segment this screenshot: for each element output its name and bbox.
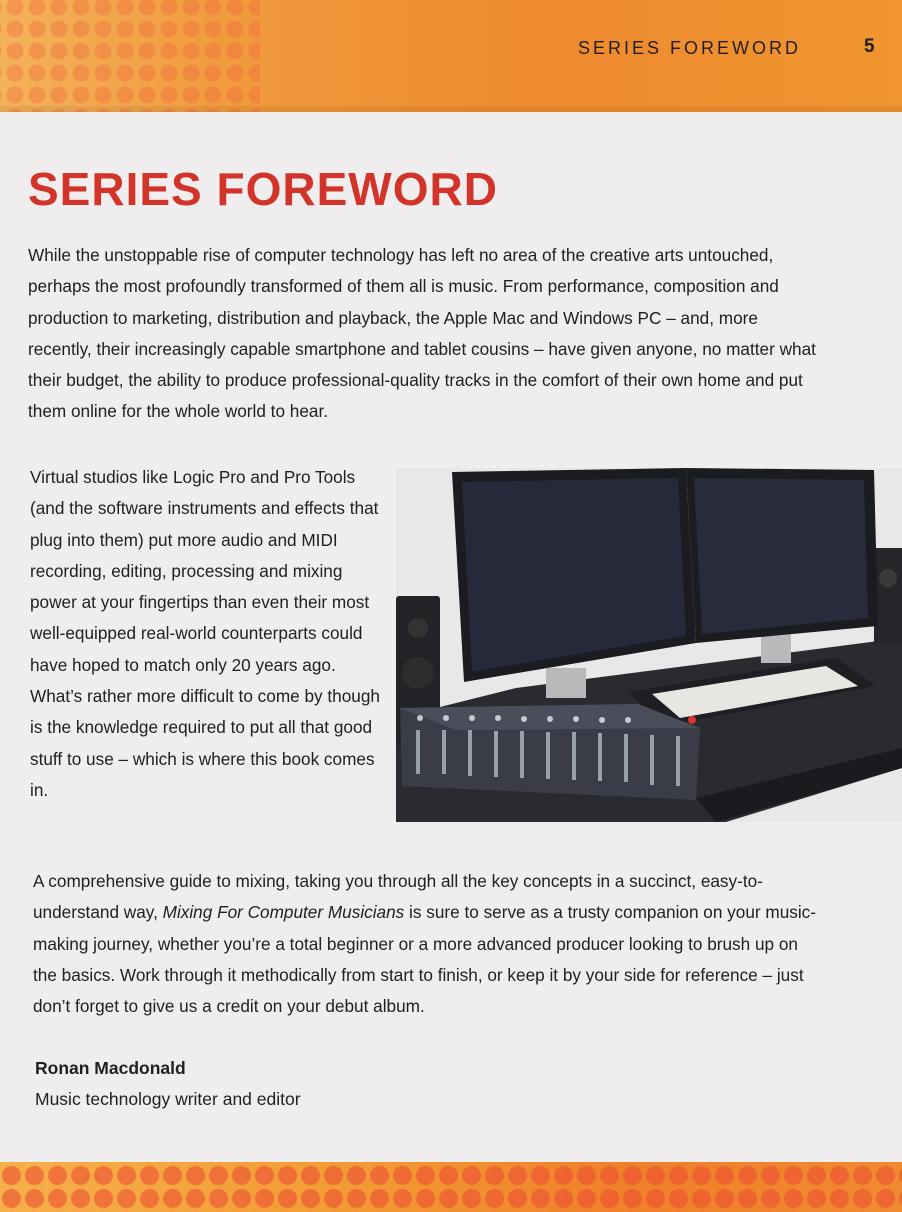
book-title: Mixing For Computer Musicians — [162, 902, 405, 923]
author-name: Ronan Macdonald — [35, 1058, 186, 1078]
page-title: SERIES FOREWORD — [28, 163, 498, 215]
header-band — [0, 0, 902, 112]
author-role: Music technology writer and editor — [35, 1089, 301, 1109]
guide-paragraph — [33, 866, 823, 1022]
guide-text-before: A comprehensive guide to mixing, taking you through all the key concepts in a succinct, easy-to-understand way, — [33, 871, 763, 923]
right-speaker — [874, 548, 902, 643]
running-head: SERIES FOREWORD — [578, 38, 802, 58]
decorative-dot-pattern — [0, 0, 260, 112]
decorative-dot-pattern — [0, 1162, 902, 1212]
footer-band — [0, 1162, 902, 1212]
studio-photo — [396, 468, 902, 822]
guide-text-after: is sure to serve as a trusty companion on your music-making journey, whether you’re a total beginner or a more advanced producer looking to brush up on the basics. Work through it methodically from start to finish, or keep it by your side for reference – just don’t forget to give us a credit on your debut album. — [33, 902, 816, 1017]
page-number: 5 — [864, 36, 875, 57]
intro-paragraph: While the unstoppable rise of computer technology has left no area of the creative arts untouched, perhaps the most profoundly transformed of them all is music. From performance, composition and production to marketing, distribution and playback, the Apple Mac and Windows PC – and, more recently, their increasingly capable smartphone and tablet cousins – have given anyone, no matter what their budget, the ability to produce professional-quality tracks in the comfort of their own home and put them online for the whole world to hear. — [28, 245, 816, 422]
studios-paragraph: Virtual studios like Logic Pro and Pro Tools (and the software instruments and effects that plug into them) put more audio and MIDI recording, editing, processing and mixing power at your fingertips than even their most well-equipped real-world counterparts could have hoped to match only 20 years ago. What’s rather more difficult to come by though is the knowledge required to put all that good stuff to use – which is where this book comes in. — [30, 467, 380, 800]
